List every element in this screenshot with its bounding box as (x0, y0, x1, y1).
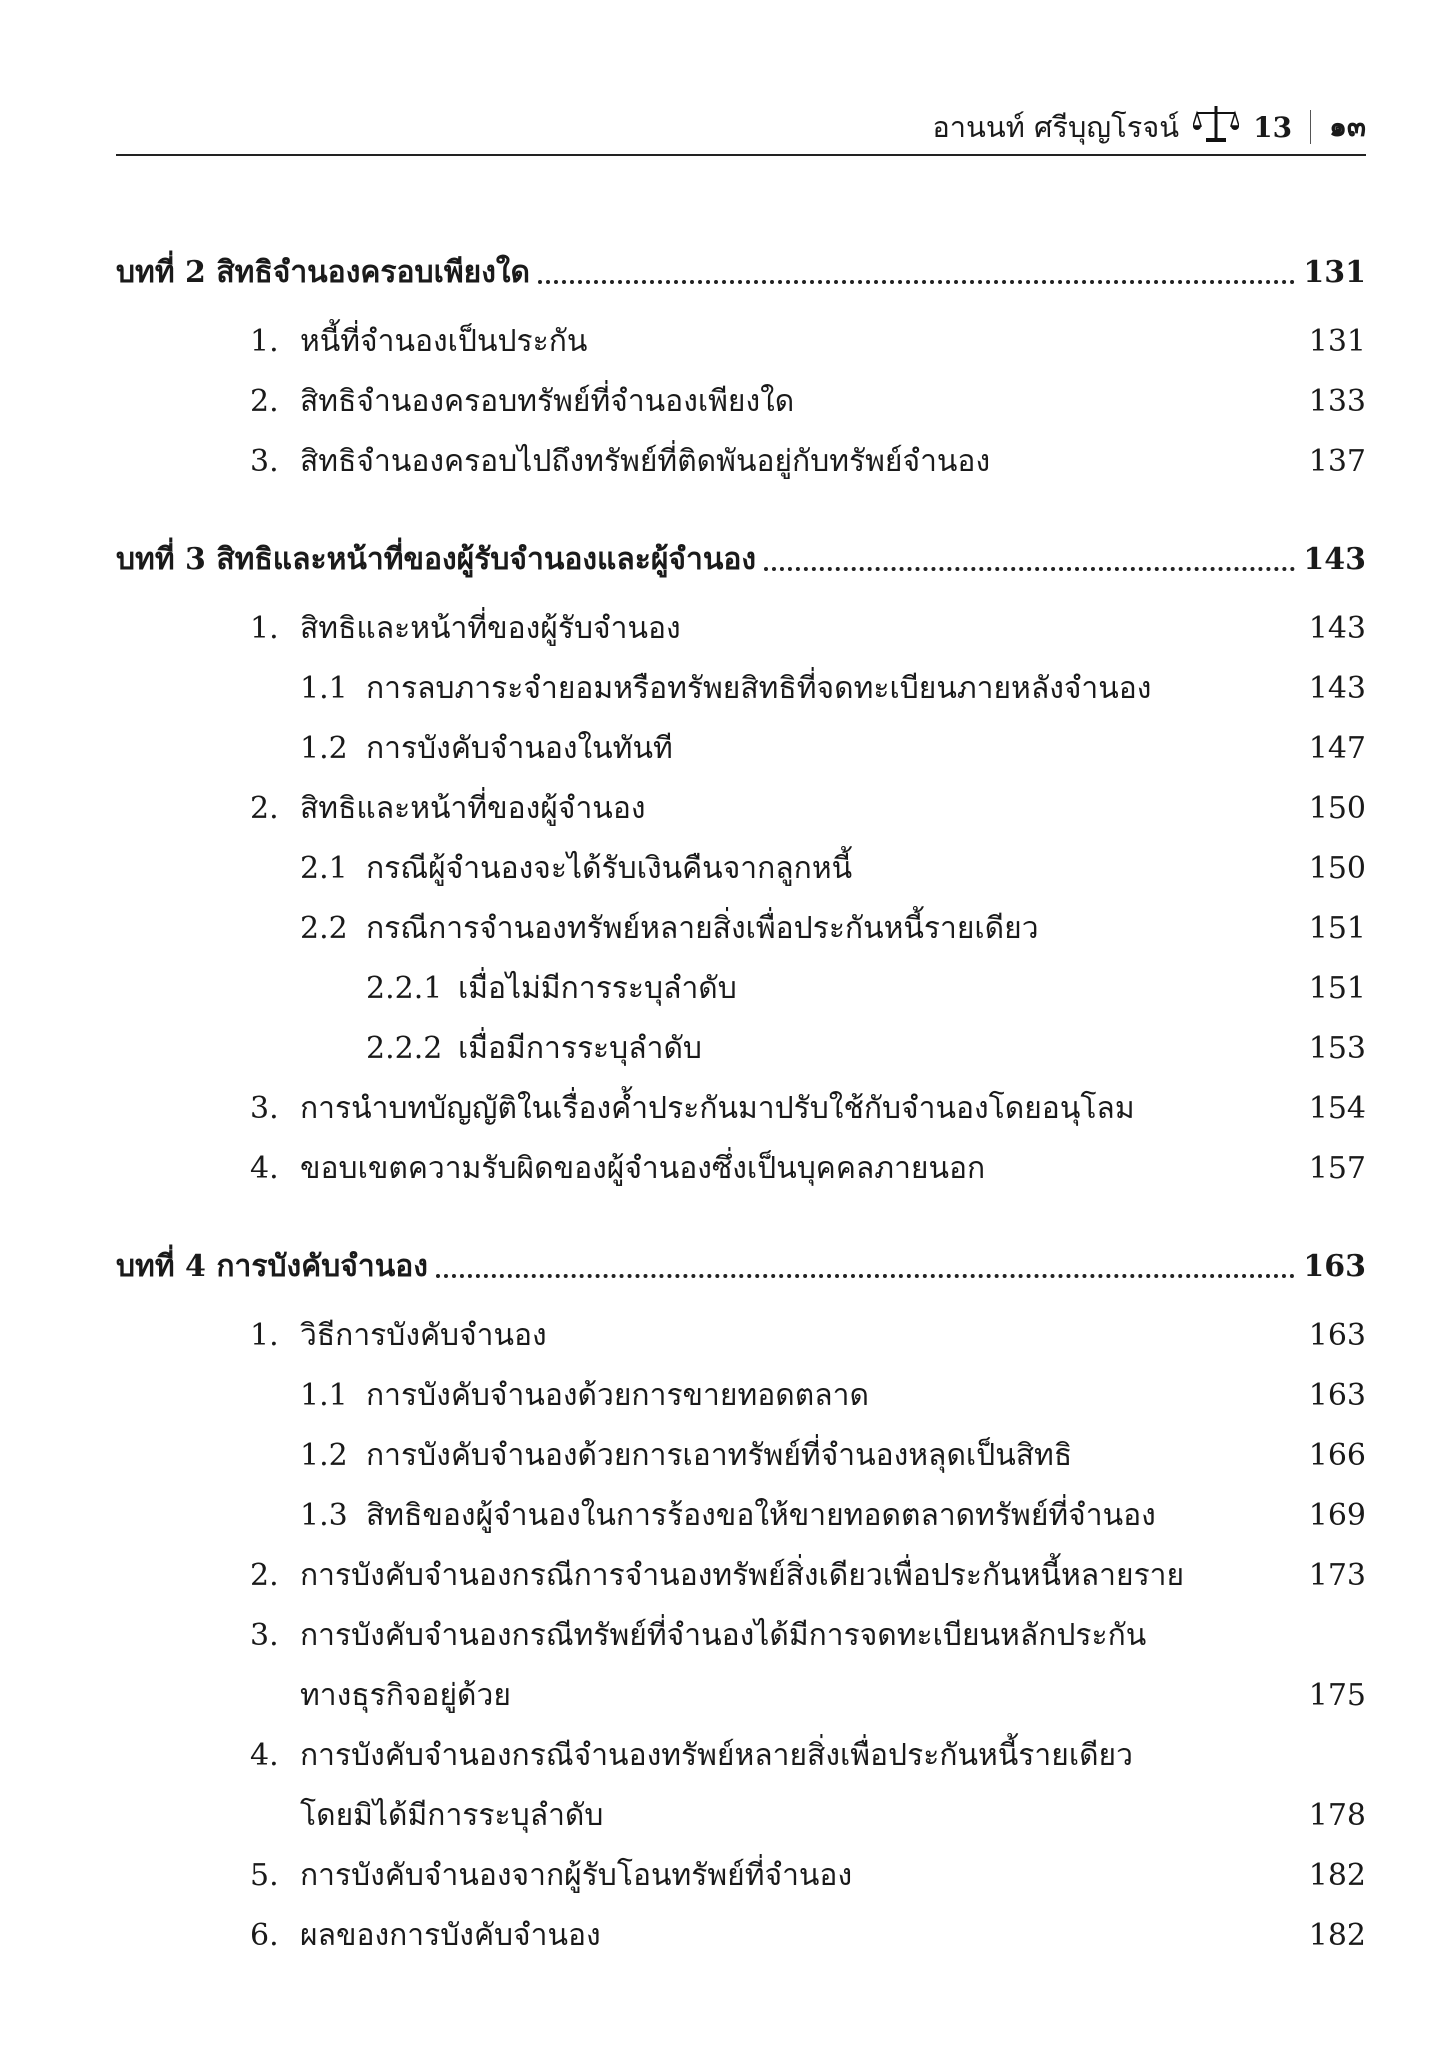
entry-title: โดยมิได้มีการระบุลำดับ (300, 1797, 604, 1833)
author-name: อานนท์ ศรีบุญโรจน์ (932, 110, 1180, 144)
entry-number: 2. (250, 1557, 279, 1593)
entry-number: 2. (250, 790, 279, 826)
dot-leader (764, 567, 1295, 571)
entry-number: 5. (250, 1857, 279, 1893)
entry-title: กรณีการจำนองทรัพย์หลายสิ่งเพื่อประกันหนี้รายเดียว (366, 910, 1039, 946)
toc-entry (116, 1845, 1366, 1905)
entry-number: 4. (250, 1150, 279, 1186)
entry-number: 1.1 (300, 1377, 348, 1413)
page-number-arabic: 13 (1253, 110, 1293, 144)
entry-page: 175 (1308, 1677, 1366, 1713)
entry-title: ขอบเขตความรับผิดของผู้จำนองซึ่งเป็นบุคคลภายนอก (300, 1150, 986, 1186)
entry-number: 6. (250, 1917, 279, 1953)
entry-number: 4. (250, 1737, 279, 1773)
toc-entry (116, 1545, 1366, 1605)
toc-chapter-entry (116, 242, 1366, 302)
toc-entry (116, 431, 1366, 491)
entry-page: 151 (1308, 910, 1366, 946)
entry-page: 150 (1308, 790, 1366, 826)
toc-entry (116, 1138, 1366, 1198)
entry-page: 143 (1303, 541, 1366, 577)
toc-entry (116, 958, 1366, 1018)
toc-entry (116, 1078, 1366, 1138)
toc-entry (116, 1725, 1366, 1785)
entry-title: การบังคับจำนองด้วยการเอาทรัพย์ที่จำนองหลุดเป็นสิทธิ (366, 1437, 1073, 1473)
toc-entry (116, 1605, 1366, 1665)
entry-number: 3. (250, 443, 279, 479)
toc-entry (116, 1665, 1366, 1725)
entry-title: กรณีผู้จำนองจะได้รับเงินคืนจากลูกหนี้ (366, 850, 853, 886)
entry-title: หนี้ที่จำนองเป็นประกัน (300, 323, 588, 359)
entry-page: 182 (1308, 1857, 1366, 1893)
entry-page: 166 (1308, 1437, 1366, 1473)
entry-page: 178 (1308, 1797, 1366, 1833)
entry-page: 131 (1308, 323, 1366, 359)
entry-title: ผลของการบังคับจำนอง (300, 1917, 601, 1953)
entry-page: 131 (1303, 254, 1366, 290)
entry-number: 2.2.2 (366, 1030, 443, 1066)
toc-entry (116, 1905, 1366, 1965)
entry-number: 2.1 (300, 850, 348, 886)
entry-page: 163 (1308, 1377, 1366, 1413)
toc-entry (116, 598, 1366, 658)
entry-page: 143 (1308, 670, 1366, 706)
entry-page: 137 (1308, 443, 1366, 479)
entry-number: 3. (250, 1090, 279, 1126)
entry-number: 1. (250, 610, 279, 646)
entry-title: การบังคับจำนองกรณีจำนองทรัพย์หลายสิ่งเพื่อประกันหนี้รายเดียว (300, 1737, 1133, 1773)
entry-page: 163 (1303, 1248, 1366, 1284)
entry-page: 163 (1308, 1317, 1366, 1353)
entry-page: 173 (1308, 1557, 1366, 1593)
entry-title: วิธีการบังคับจำนอง (300, 1317, 547, 1353)
entry-number: 1.3 (300, 1497, 348, 1533)
entry-number: 1. (250, 1317, 279, 1353)
entry-page: 143 (1308, 610, 1366, 646)
page-number-thai: ๑๓ (1329, 110, 1366, 143)
header-divider (1310, 110, 1311, 144)
entry-title: การบังคับจำนองในทันที (366, 730, 673, 766)
entry-page: 157 (1308, 1150, 1366, 1186)
running-header (116, 100, 1366, 156)
table-of-contents (116, 242, 1366, 1965)
entry-title: บทที่ 4 การบังคับจำนอง (116, 1248, 428, 1284)
entry-page: 151 (1308, 970, 1366, 1006)
entry-title: สิทธิและหน้าที่ของผู้จำนอง (300, 790, 646, 826)
entry-title: การบังคับจำนองกรณีทรัพย์ที่จำนองได้มีการจดทะเบียนหลักประกัน (300, 1617, 1147, 1653)
toc-entry (116, 1485, 1366, 1545)
entry-number: 2. (250, 383, 279, 419)
toc-entry (116, 898, 1366, 958)
toc-entry (116, 1425, 1366, 1485)
entry-title: การบังคับจำนองจากผู้รับโอนทรัพย์ที่จำนอง (300, 1857, 853, 1893)
entry-page: 153 (1308, 1030, 1366, 1066)
entry-number: 2.2.1 (366, 970, 443, 1006)
entry-page: 133 (1308, 383, 1366, 419)
entry-title: สิทธิของผู้จำนองในการร้องขอให้ขายทอดตลาดทรัพย์ที่จำนอง (366, 1497, 1156, 1533)
entry-title: เมื่อมีการระบุลำดับ (458, 1030, 702, 1066)
entry-number: 1.2 (300, 730, 348, 766)
entry-title: การบังคับจำนองกรณีการจำนองทรัพย์สิ่งเดียวเพื่อประกันหนี้หลายราย (300, 1557, 1185, 1593)
entry-page: 182 (1308, 1917, 1366, 1953)
entry-title: การบังคับจำนองด้วยการขายทอดตลาด (366, 1377, 869, 1413)
entry-page: 154 (1308, 1090, 1366, 1126)
toc-entry (116, 1018, 1366, 1078)
toc-chapter-entry (116, 1236, 1366, 1296)
entry-title: ทางธุรกิจอยู่ด้วย (300, 1677, 511, 1713)
entry-title: บทที่ 2 สิทธิจำนองครอบเพียงใด (116, 254, 530, 290)
entry-title: สิทธิจำนองครอบทรัพย์ที่จำนองเพียงใด (300, 383, 795, 419)
entry-number: 1.1 (300, 670, 348, 706)
entry-title: การลบภาระจำยอมหรือทรัพยสิทธิที่จดทะเบียนภายหลังจำนอง (366, 670, 1152, 706)
dot-leader (538, 280, 1295, 284)
entry-number: 1. (250, 323, 279, 359)
toc-entry (116, 311, 1366, 371)
entry-title: บทที่ 3 สิทธิและหน้าที่ของผู้รับจำนองและผู้จำนอง (116, 541, 757, 577)
entry-page: 169 (1308, 1497, 1366, 1533)
toc-chapter-entry (116, 529, 1366, 589)
scales-of-justice-icon (1193, 104, 1239, 151)
entry-number: 1.2 (300, 1437, 348, 1473)
entry-number: 3. (250, 1617, 279, 1653)
entry-page: 147 (1308, 730, 1366, 766)
toc-entry (116, 1365, 1366, 1425)
toc-entry (116, 838, 1366, 898)
toc-entry (116, 778, 1366, 838)
entry-number: 2.2 (300, 910, 348, 946)
dot-leader (436, 1274, 1295, 1278)
entry-title: สิทธิและหน้าที่ของผู้รับจำนอง (300, 610, 681, 646)
toc-entry (116, 1785, 1366, 1845)
entry-title: สิทธิจำนองครอบไปถึงทรัพย์ที่ติดพันอยู่กับทรัพย์จำนอง (300, 443, 991, 479)
toc-entry (116, 1305, 1366, 1365)
entry-title: เมื่อไม่มีการระบุลำดับ (458, 970, 737, 1006)
entry-title: การนำบทบัญญัติในเรื่องค้ำประกันมาปรับใช้กับจำนองโดยอนุโลม (300, 1090, 1135, 1126)
entry-page: 150 (1308, 850, 1366, 886)
toc-entry (116, 718, 1366, 778)
toc-entry (116, 658, 1366, 718)
toc-entry (116, 371, 1366, 431)
